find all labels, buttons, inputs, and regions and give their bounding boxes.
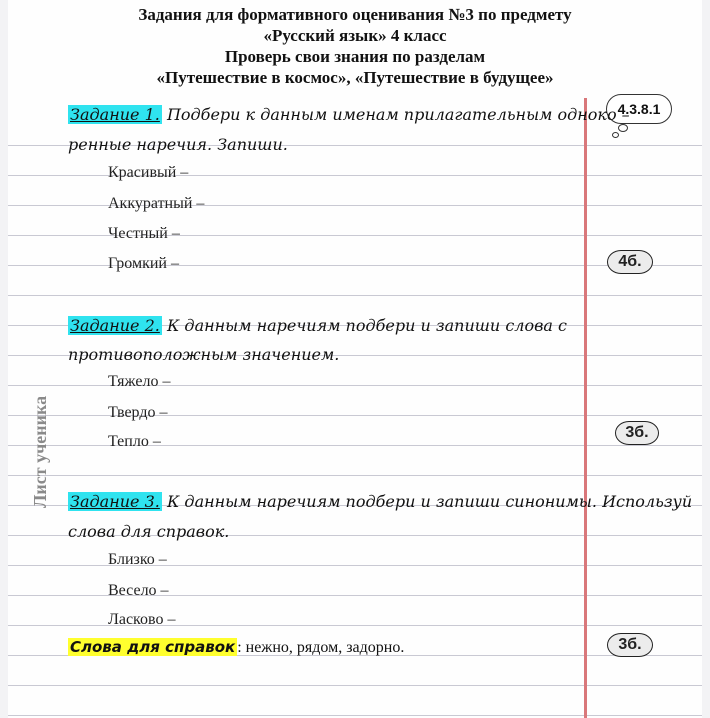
task-3-score-badge: 3б.: [607, 633, 653, 657]
side-label: Лист ученика: [30, 395, 50, 508]
header-line-1: Задания для формативного оценивания №3 по предмету: [138, 5, 572, 24]
task-3-item: Весело –: [108, 582, 169, 599]
header-line-2: «Русский язык» 4 класс: [263, 26, 447, 45]
cloud-dot: [612, 132, 619, 138]
task-1-item: Красивый –: [108, 164, 189, 181]
task-2-score-badge: 3б.: [615, 421, 659, 445]
task-2-item: Тяжело –: [108, 373, 171, 390]
task-1-score-badge: 4б.: [607, 250, 653, 274]
task-2-item: Тепло –: [108, 433, 161, 450]
task-1-item: Честный –: [108, 225, 180, 242]
reference-label: Слова для справок: [70, 638, 236, 656]
task-3-line-1: [68, 491, 692, 513]
header-line-3: Проверь свои знания по разделам: [224, 47, 486, 66]
task-1-text: Подбери к данным именам прилагательным однокo –: [166, 105, 630, 124]
task-3-item: Ласково –: [108, 611, 176, 628]
reference-text: : нежно, рядом, задорно.: [237, 639, 405, 656]
task-3-line-2: слова для справок.: [68, 522, 230, 541]
task-2-label: Задание 2.: [70, 316, 160, 335]
task-2-item: Твердо –: [108, 404, 168, 421]
task-1-item: Громкий –: [108, 255, 179, 272]
task-1-item: Аккуратный –: [108, 195, 205, 212]
task-3-text: К данным наречиям подбери и запиши синонимы. Используй: [166, 492, 693, 511]
task-1-line-2: ренные наречия. Запиши.: [68, 135, 288, 154]
header-line-4: «Путешествие в космос», «Путешествие в будущее»: [156, 68, 554, 87]
task-1-line-1: [68, 104, 630, 126]
task-2-text: К данным наречиям подбери и запиши слова с: [166, 316, 567, 335]
reference-words: [68, 638, 404, 657]
task-3-label: Задание 3.: [70, 492, 160, 511]
task-1-label: Задание 1.: [70, 105, 160, 124]
margin-line: [584, 98, 587, 718]
task-2-line-1: [68, 315, 567, 337]
task-3-item: Близко –: [108, 551, 167, 568]
task-2-line-2: противоположным значением.: [68, 345, 340, 364]
code-badge: 4.3.8.1: [606, 94, 672, 124]
